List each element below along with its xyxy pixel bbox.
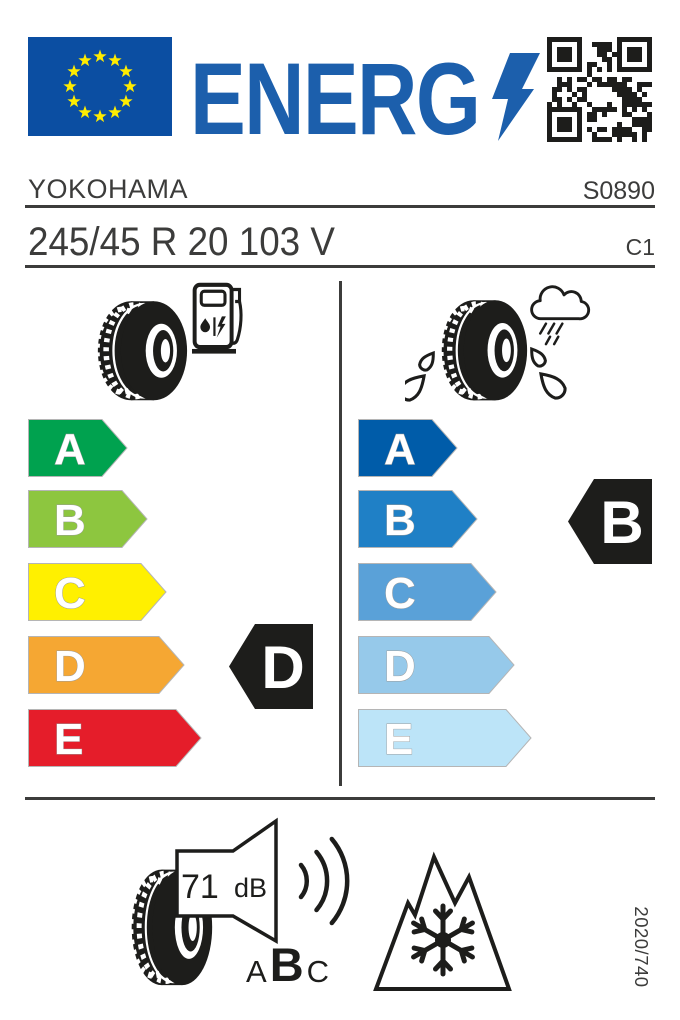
wet-class-letter: B (384, 496, 416, 545)
snowflake-mountain-icon (365, 848, 520, 998)
tire-size-designation: 245/45 R 20 103 V (28, 220, 335, 264)
wet-class-arrow-C (358, 563, 497, 621)
fuel-efficiency-scale (28, 419, 248, 769)
lightning-bolt-icon (492, 53, 540, 141)
noise-class-C: C (306, 953, 330, 989)
noise-unit: dB (234, 873, 268, 903)
fuel-rating-letter: D (261, 634, 305, 701)
fuel-class-letter: E (54, 715, 84, 764)
tire-rain-cloud-icon (405, 275, 615, 415)
noise-class-scale (246, 938, 330, 992)
fuel-class-arrow-C (28, 563, 167, 621)
wet-class-letter: C (384, 569, 416, 618)
wet-class-arrow-E (358, 709, 532, 767)
regulation-number: 2020/740 (631, 906, 652, 988)
qr-code (547, 37, 652, 142)
fuel-class-letter: D (54, 642, 86, 691)
fuel-class-arrow-A (28, 419, 128, 477)
supplier-reference: S0890 (582, 177, 655, 205)
wet-grip-scale (358, 419, 578, 769)
fuel-class-arrow-E (28, 709, 202, 767)
wet-class-letter: E (384, 715, 414, 764)
tire-class: C1 (625, 234, 655, 260)
divider-line (25, 797, 655, 800)
divider-line (25, 205, 655, 208)
divider-line (25, 265, 655, 268)
wet-class-letter: D (384, 642, 416, 691)
energ-logo: ENERG (190, 42, 480, 156)
noise-class-A: A (246, 953, 267, 989)
wet-class-arrow-A (358, 419, 458, 477)
eu-flag-icon (28, 37, 172, 136)
wet-grip-rating-arrow (567, 478, 653, 565)
noise-class-B: B (269, 938, 304, 992)
fuel-class-arrow-B (28, 490, 148, 548)
column-divider (339, 281, 342, 786)
noise-value: 71 (181, 868, 219, 906)
brand-name: YOKOHAMA (28, 174, 189, 204)
sound-waves-icon (301, 839, 347, 923)
fuel-class-letter: B (54, 496, 86, 545)
wet-class-letter: A (384, 425, 416, 474)
fuel-class-letter: C (54, 569, 86, 618)
wet-class-arrow-D (358, 636, 515, 694)
fuel-class-letter: A (54, 425, 86, 474)
wet-rating-letter: B (600, 489, 644, 556)
fuel-class-arrow-D (28, 636, 185, 694)
wet-class-arrow-B (358, 490, 478, 548)
tire-fuel-pump-icon (90, 278, 260, 408)
fuel-efficiency-rating-arrow (228, 623, 314, 710)
